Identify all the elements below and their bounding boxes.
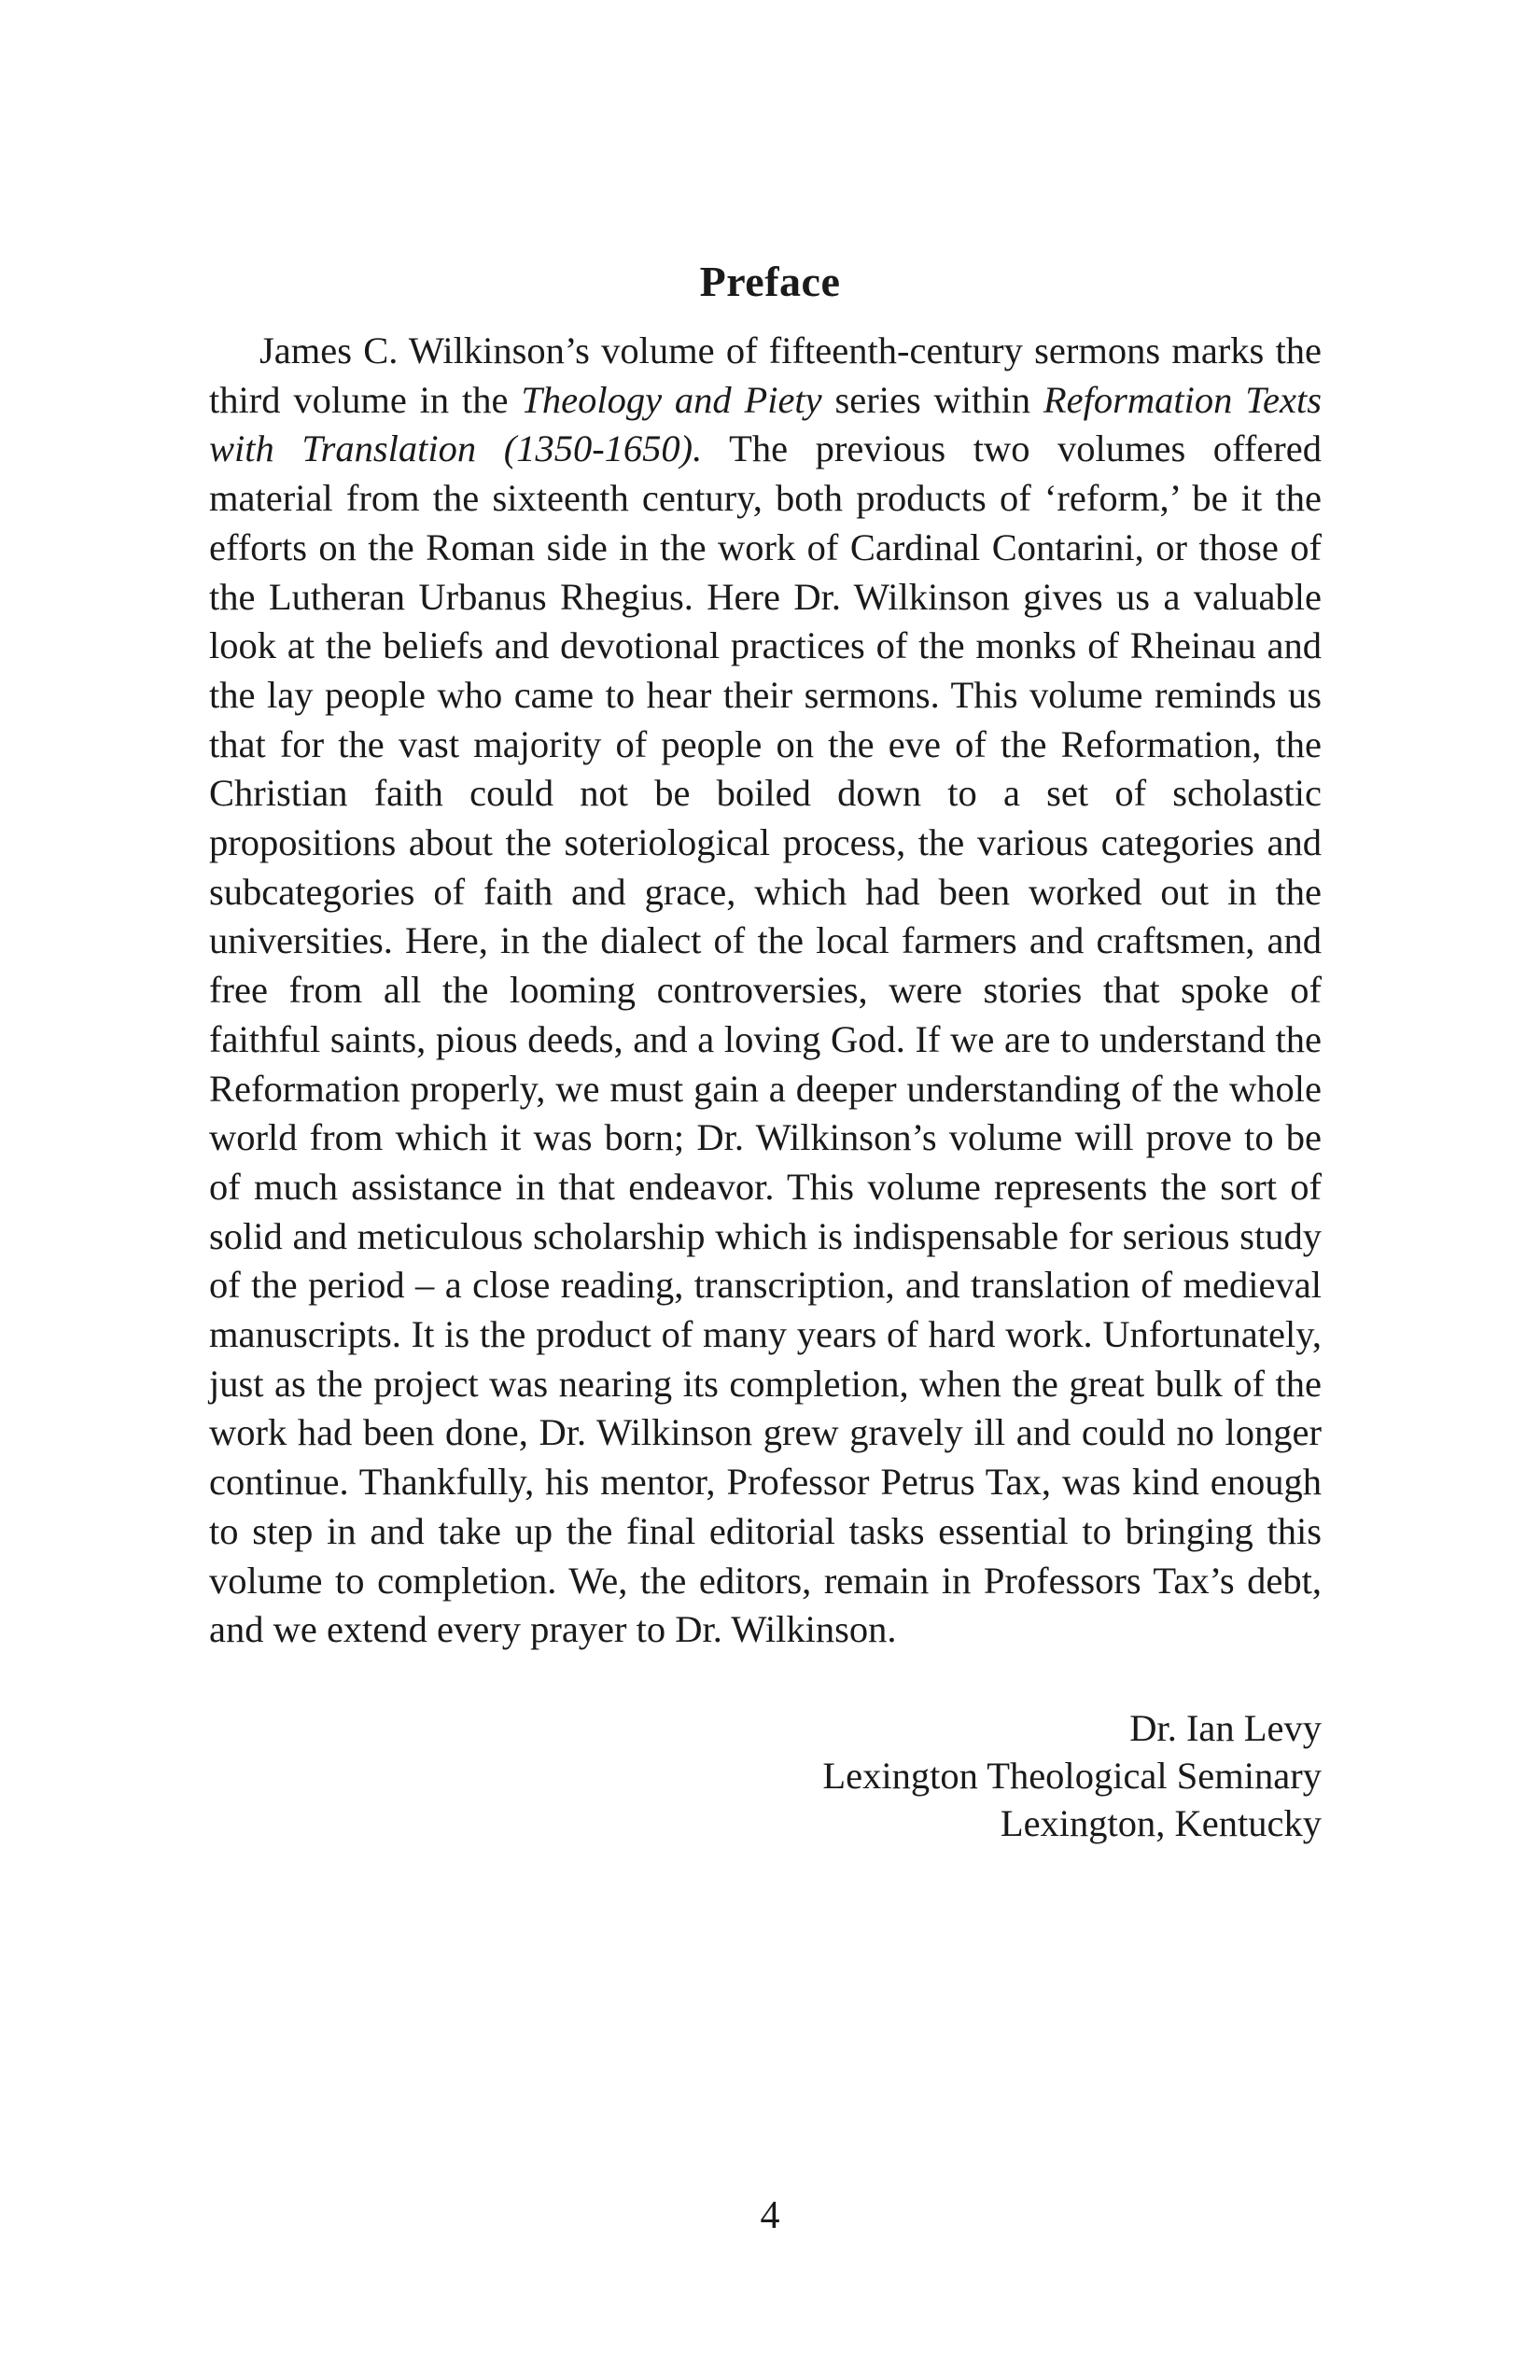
paragraph-text-2: series within: [821, 378, 1043, 421]
signature-institution: Lexington Theological Seminary: [822, 1755, 1322, 1797]
series-name: Theology and Piety: [521, 378, 822, 421]
page-number: 4: [760, 2194, 780, 2237]
paragraph-text-1: James C. Wilkinson’s volume of fifteenth-century sermons marks the third volume in the: [209, 329, 1322, 421]
paragraph-text-3: The previous two volumes offered material from the sixteenth century, both products of ‘reform,’ be it the efforts on the Roman side in the work of Cardinal Contarini, or those of the Lutheran Urbanus Rhegius. Here Dr. Wilkinson gives us a valuable look at the beliefs and devotional practices of the monks of Rheinau and the lay people who came to hear their sermons. This volume reminds us that for the vast majority of people on the eve of the Reformation, the Christian faith could not be boiled down to a set of scholastic propositions about the soteriological process, the various categories and subcategories of faith and grace, which had been worked out in the universities. Here, in the dialect of the local farmers and craftsmen, and free from all the looming controversies, were stories that spoke of faithful saints, pious deeds, and a loving God. If we are to understand the Reformation properly, we must gain a deeper understanding of the whole world from which it was born; Dr. Wilkinson’s volume will prove to be of much assistance in that endeavor. This volume represents the sort of solid and meticulous scholarship which is indispensable for serious study of the period – a close reading, transcription, and translation of medieval manuscripts. It is the product of many years of hard work. Unfortunately, just as the project was nearing its completion, when the great bulk of the work had been done, Dr. Wilkinson grew gravely ill and could no longer continue. Thankfully, his mentor, Professor Petrus Tax, was kind enough to step in and take up the final editorial tasks essential to bringing this volume to completion. We, the editors, remain in Professors Tax’s debt, and we extend every prayer to Dr. Wilkinson.: [209, 427, 1322, 1651]
signature-location: Lexington, Kentucky: [1000, 1802, 1322, 1844]
preface-paragraph: [209, 327, 1322, 1655]
signature-name: Dr. Ian Levy: [1129, 1707, 1322, 1749]
collection-name: Reformation Texts with Translation (1350-1650).: [209, 378, 1322, 470]
page-title: Preface: [699, 258, 841, 305]
signature-block: [209, 1704, 1322, 1847]
